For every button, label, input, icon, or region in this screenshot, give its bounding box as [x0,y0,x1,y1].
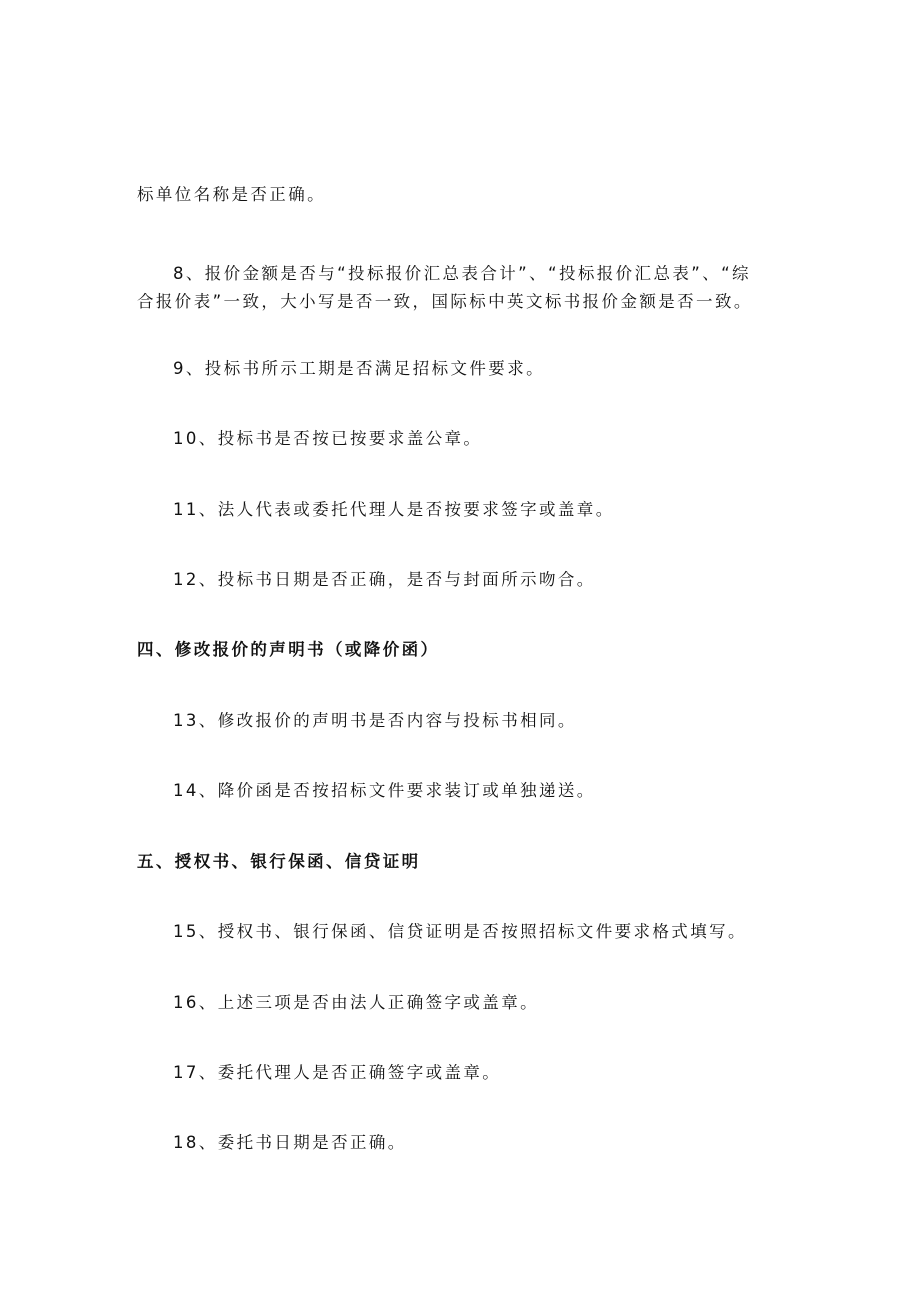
section-4-heading: 四、修改报价的声明书（或降价函） [137,640,440,659]
item-17: 17、委托代理人是否正确签字或盖章。 [173,1063,502,1082]
item-12: 12、投标书日期是否正确，是否与封面所示吻合。 [173,570,596,589]
section-5-heading: 五、授权书、银行保函、信贷证明 [137,852,421,871]
item-9: 9、投标书所示工期是否满足招标文件要求。 [173,359,545,378]
continuation-text: 标单位名称是否正确。 [137,185,326,204]
item-13: 13、修改报价的声明书是否内容与投标书相同。 [173,711,577,730]
item-8-line-1: 8、报价金额是否与“投标报价汇总表合计”、“投标报价汇总表”、“综 [173,264,751,283]
item-14: 14、降价函是否按招标文件要求装订或单独递送。 [173,781,596,800]
item-16: 16、上述三项是否由法人正确签字或盖章。 [173,993,539,1012]
item-11: 11、法人代表或委托代理人是否按要求签字或盖章。 [173,500,615,519]
item-18: 18、委托书日期是否正确。 [173,1133,407,1152]
item-10: 10、投标书是否按已按要求盖公章。 [173,429,483,448]
item-8-line-2: 合报价表”一致，大小写是否一致，国际标中英文标书报价金额是否一致。 [137,292,753,311]
item-15: 15、授权书、银行保函、信贷证明是否按照招标文件要求格式填写。 [173,922,747,941]
